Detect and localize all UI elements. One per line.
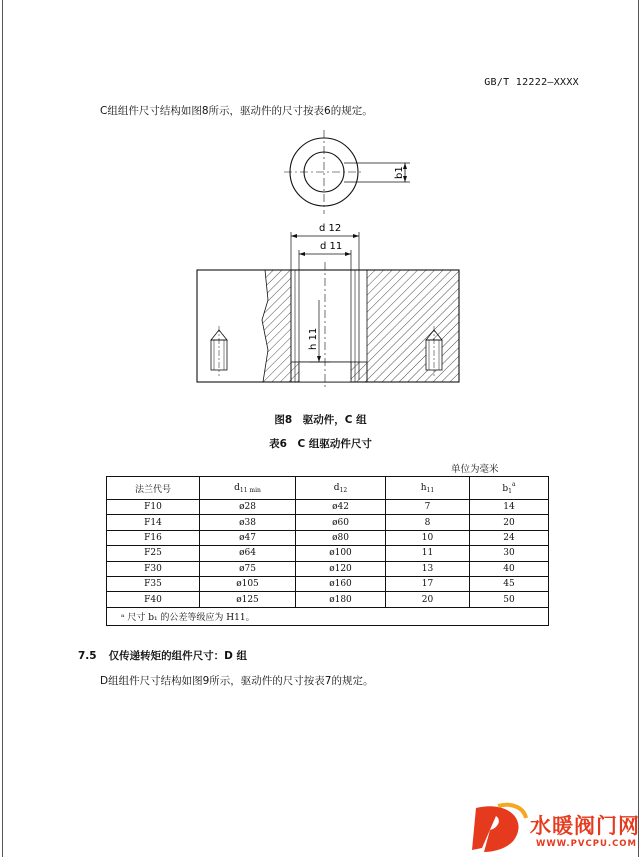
- cell: ø105: [200, 576, 296, 591]
- cell: ø125: [200, 592, 296, 607]
- section-number: 7.5: [78, 650, 97, 662]
- cell: 20: [386, 592, 470, 607]
- cell: ø64: [200, 546, 296, 561]
- section-view: [197, 262, 459, 390]
- table-6: [106, 476, 549, 626]
- col-header-h11: [386, 477, 470, 500]
- cell: ø47: [200, 530, 296, 545]
- cell: F16: [107, 530, 200, 545]
- cell: 20: [470, 515, 549, 530]
- cell: ø120: [296, 561, 386, 576]
- table-row: [107, 546, 549, 561]
- table-row: [107, 515, 549, 530]
- table-unit: 单位为毫米: [451, 464, 499, 475]
- header-text: b: [502, 484, 509, 494]
- cell: 50: [470, 592, 549, 607]
- cell: 24: [470, 530, 549, 545]
- cell: 17: [386, 576, 470, 591]
- cell: ø28: [200, 500, 296, 515]
- section-title: 仅传递转矩的组件尺寸：D 组: [108, 650, 247, 662]
- header-sub: 1: [508, 488, 512, 495]
- cell: 40: [470, 561, 549, 576]
- figure-caption: 图8 驱动件，C 组: [274, 414, 367, 426]
- cell: F40: [107, 592, 200, 607]
- cell: 30: [470, 546, 549, 561]
- footnote-marker: a: [512, 481, 516, 488]
- table-row: [107, 561, 549, 576]
- cell: 11: [386, 546, 470, 561]
- cell: F35: [107, 576, 200, 591]
- cell: ø80: [296, 530, 386, 545]
- header-text: d: [333, 482, 340, 493]
- document-code: GB/T 12222—XXXX: [484, 77, 579, 88]
- watermark-url: WWW.PVCPU.COM: [536, 839, 637, 849]
- cell: 7: [386, 500, 470, 515]
- table-header-row: [107, 477, 549, 500]
- col-header-flange: [107, 477, 200, 500]
- cell: ø38: [200, 515, 296, 530]
- table-row: [107, 576, 549, 591]
- table-row: [107, 530, 549, 545]
- watermark-text: 水暖阀门网: [530, 814, 640, 838]
- cell: F25: [107, 546, 200, 561]
- paragraph-d-group: D组组件尺寸结构如图9所示，驱动件的尺寸按表7的规定。: [100, 675, 374, 687]
- cell: ø100: [296, 546, 386, 561]
- cell: 10: [386, 530, 470, 545]
- table-row: [107, 592, 549, 607]
- header-text: 法兰代号: [134, 484, 171, 495]
- table-footnote: ᵃ 尺寸 b₁ 的公差等级应为 H11。: [107, 607, 549, 625]
- cell: F14: [107, 515, 200, 530]
- label-d12: d 12: [319, 223, 342, 234]
- cell: ø60: [296, 515, 386, 530]
- header-sub: 11: [426, 486, 435, 494]
- cell: ø160: [296, 576, 386, 591]
- cell: ø180: [296, 592, 386, 607]
- cell: 13: [386, 561, 470, 576]
- table-row: [107, 500, 549, 515]
- col-header-d12: [296, 477, 386, 500]
- top-view: [284, 130, 410, 214]
- col-header-d11: [200, 477, 296, 500]
- label-h11: h 11: [308, 327, 319, 350]
- cell: 8: [386, 515, 470, 530]
- table-title: 表6 C 组驱动件尺寸: [269, 438, 372, 450]
- label-d11: d 11: [320, 241, 343, 252]
- cell: F10: [107, 500, 200, 515]
- col-header-b1: [470, 477, 549, 500]
- header-sub: 11 min: [239, 486, 261, 494]
- cell: ø75: [200, 561, 296, 576]
- figure-8-drawing: [0, 0, 641, 420]
- section-heading: [78, 648, 247, 663]
- cell: 45: [470, 576, 549, 591]
- cell: 14: [470, 500, 549, 515]
- header-sub: 12: [339, 486, 348, 494]
- table-note-row: [107, 607, 549, 625]
- cell: ø42: [296, 500, 386, 515]
- header-text: h: [420, 482, 427, 493]
- header-text: d: [234, 482, 240, 493]
- paragraph-c-group: C组组件尺寸结构如图8所示，驱动件的尺寸按表6的规定。: [100, 105, 373, 117]
- label-b1: b1: [394, 166, 405, 179]
- cell: F30: [107, 561, 200, 576]
